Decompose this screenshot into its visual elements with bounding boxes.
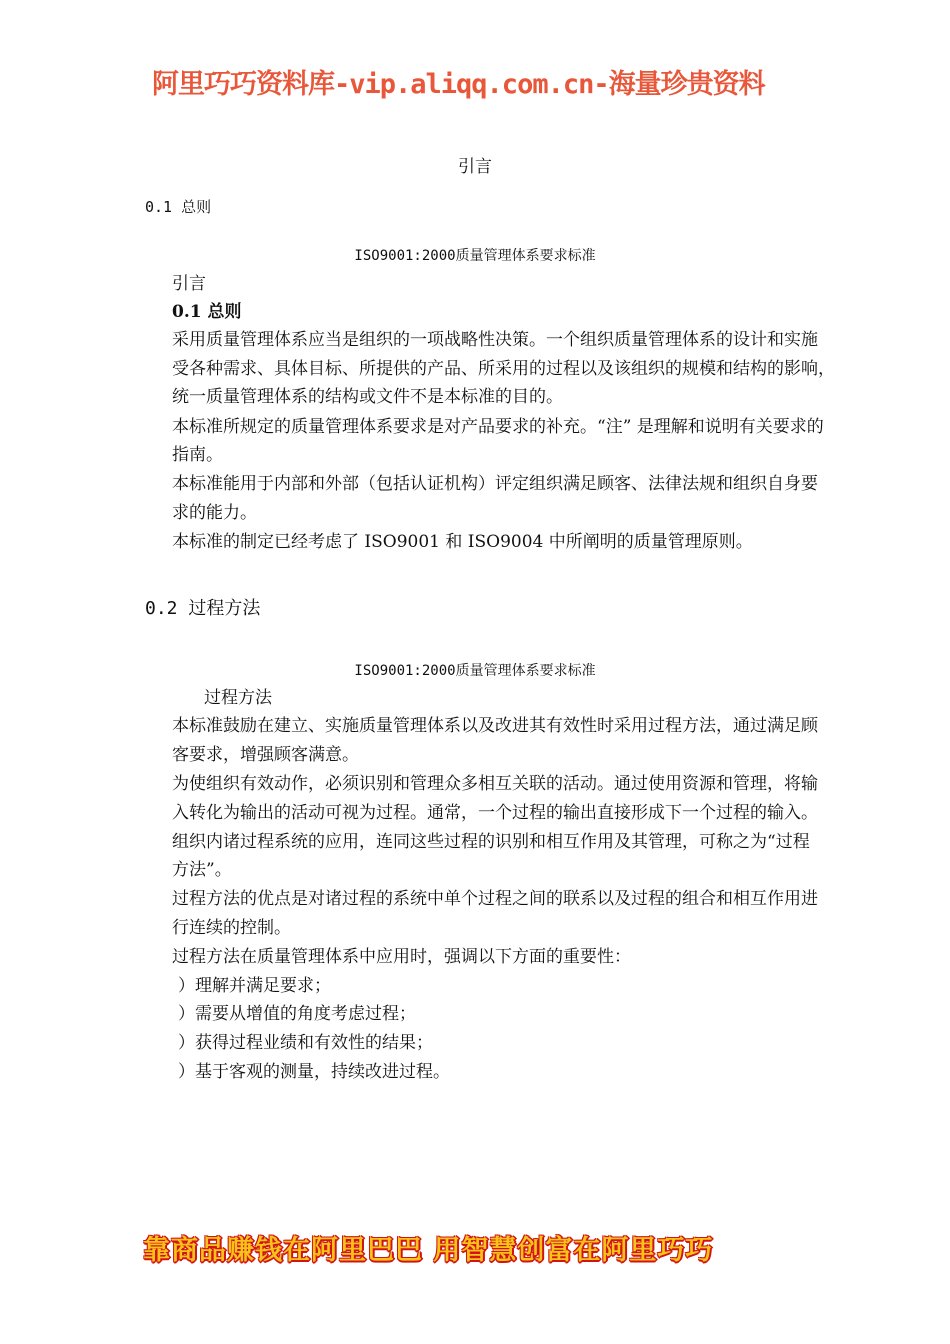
footer-banner: 靠商品赚钱在阿里巴巴 用智慧创富在阿里巧巧	[143, 1228, 791, 1268]
line-intro: 引言	[172, 274, 206, 294]
paragraph-line: 本标准能用于内部和外部（包括认证机构）评定组织满足顾客、法律法规和组织自身要	[172, 474, 818, 494]
header-banner: 阿里巧巧资料库-vip.aliqq.com.cn-海量珍贵资料	[152, 69, 765, 100]
list-item: ）理解并满足要求；	[178, 976, 331, 996]
paragraph-line: 求的能力。	[172, 503, 257, 523]
paragraph-line: 统一质量管理体系的结构或文件不是本标准的目的。	[172, 387, 563, 407]
paragraph-line: 本标准的制定已经考虑了 ISO9001 和 ISO9004 中所阐明的质量管理原则。	[172, 532, 753, 552]
paragraph-line: 过程方法在质量管理体系中应用时，强调以下方面的重要性：	[172, 947, 631, 967]
paragraph-line: 为使组织有效动作，必须识别和管理众多相互关联的活动。通过使用资源和管理，将输	[172, 774, 818, 794]
paragraph-line: 客要求，增强顾客满意。	[172, 745, 359, 765]
standard-reference: ISO9001:2000质量管理体系要求标准	[354, 663, 596, 679]
paragraph-line: 过程方法的优点是对诸过程的系统中单个过程之间的联系以及过程的组合和相互作用进	[172, 889, 818, 909]
paragraph-line: 本标准所规定的质量管理体系要求是对产品要求的补充。“注” 是理解和说明有关要求的	[172, 417, 824, 437]
paragraph-line: 行连续的控制。	[172, 918, 291, 938]
section-heading-general: 0.1 总则	[145, 198, 212, 216]
paragraph-line: 入转化为输出的活动可视为过程。通常，一个过程的输出直接形成下一个过程的输入。	[172, 803, 818, 823]
paragraph-line: 指南。	[172, 445, 223, 465]
standard-reference: ISO9001:2000质量管理体系要求标准	[354, 248, 596, 264]
list-item: ）获得过程业绩和有效性的结果；	[178, 1033, 433, 1053]
paragraph-line: 本标准鼓励在建立、实施质量管理体系以及改进其有效性时采用过程方法，通过满足顾	[172, 716, 818, 736]
paragraph-line: 受各种需求、具体目标、所提供的产品、所采用的过程以及该组织的规模和结构的影响，	[172, 359, 835, 379]
list-item: ）基于客观的测量，持续改进过程。	[178, 1062, 450, 1082]
line-process-title: 过程方法	[204, 688, 272, 708]
list-item: ）需要从增值的角度考虑过程；	[178, 1004, 416, 1024]
paragraph-line: 方法”。	[172, 860, 232, 880]
section-heading-process: 0.2 过程方法	[145, 598, 261, 619]
line-general-heading: 0.1 总则	[172, 302, 242, 322]
paragraph-line: 组织内诸过程系统的应用，连同这些过程的识别和相互作用及其管理，可称之为“过程	[172, 832, 810, 852]
paragraph-line: 采用质量管理体系应当是组织的一项战略性决策。一个组织质量管理体系的设计和实施	[172, 330, 818, 350]
page-title: 引言	[458, 157, 492, 177]
